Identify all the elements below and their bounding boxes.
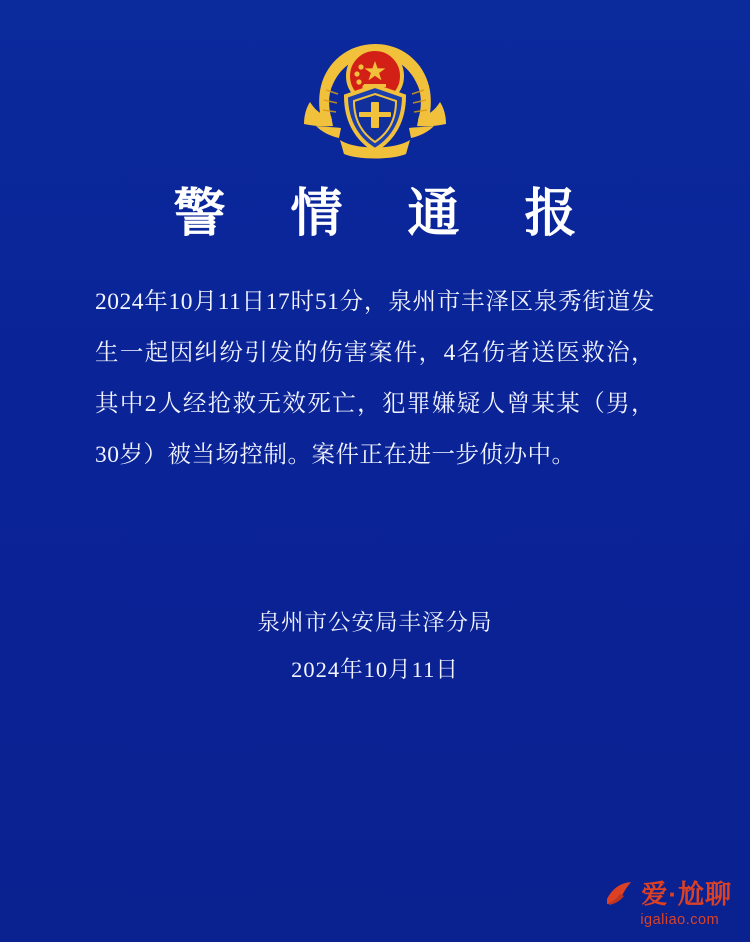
china-police-emblem — [300, 28, 450, 160]
issue-date: 2024年10月11日 — [291, 657, 459, 683]
page-title: 警 情 通 报 — [173, 186, 603, 243]
watermark-url: igaliao.com — [640, 912, 720, 928]
watermark — [604, 874, 732, 928]
watermark-row — [604, 874, 732, 911]
signature-block — [0, 599, 750, 693]
notice-body-paragraph: 2024年10月11日17时51分，泉州市丰泽区泉秀街道发生一起因纠纷引发的伤害案件，4名伤者送医救治，其中2人经抢救无效死亡，犯罪嫌疑人曾某某（男，30岁）被当场控制。案件正在进一步侦办中。 — [95, 289, 655, 469]
bird-logo-icon — [604, 879, 634, 907]
emblem-container — [0, 0, 750, 160]
issuing-organization: 泉州市公安局丰泽分局 — [257, 610, 493, 636]
notice-body — [95, 277, 655, 481]
watermark-brand: 爱·尬聊 — [641, 879, 732, 909]
